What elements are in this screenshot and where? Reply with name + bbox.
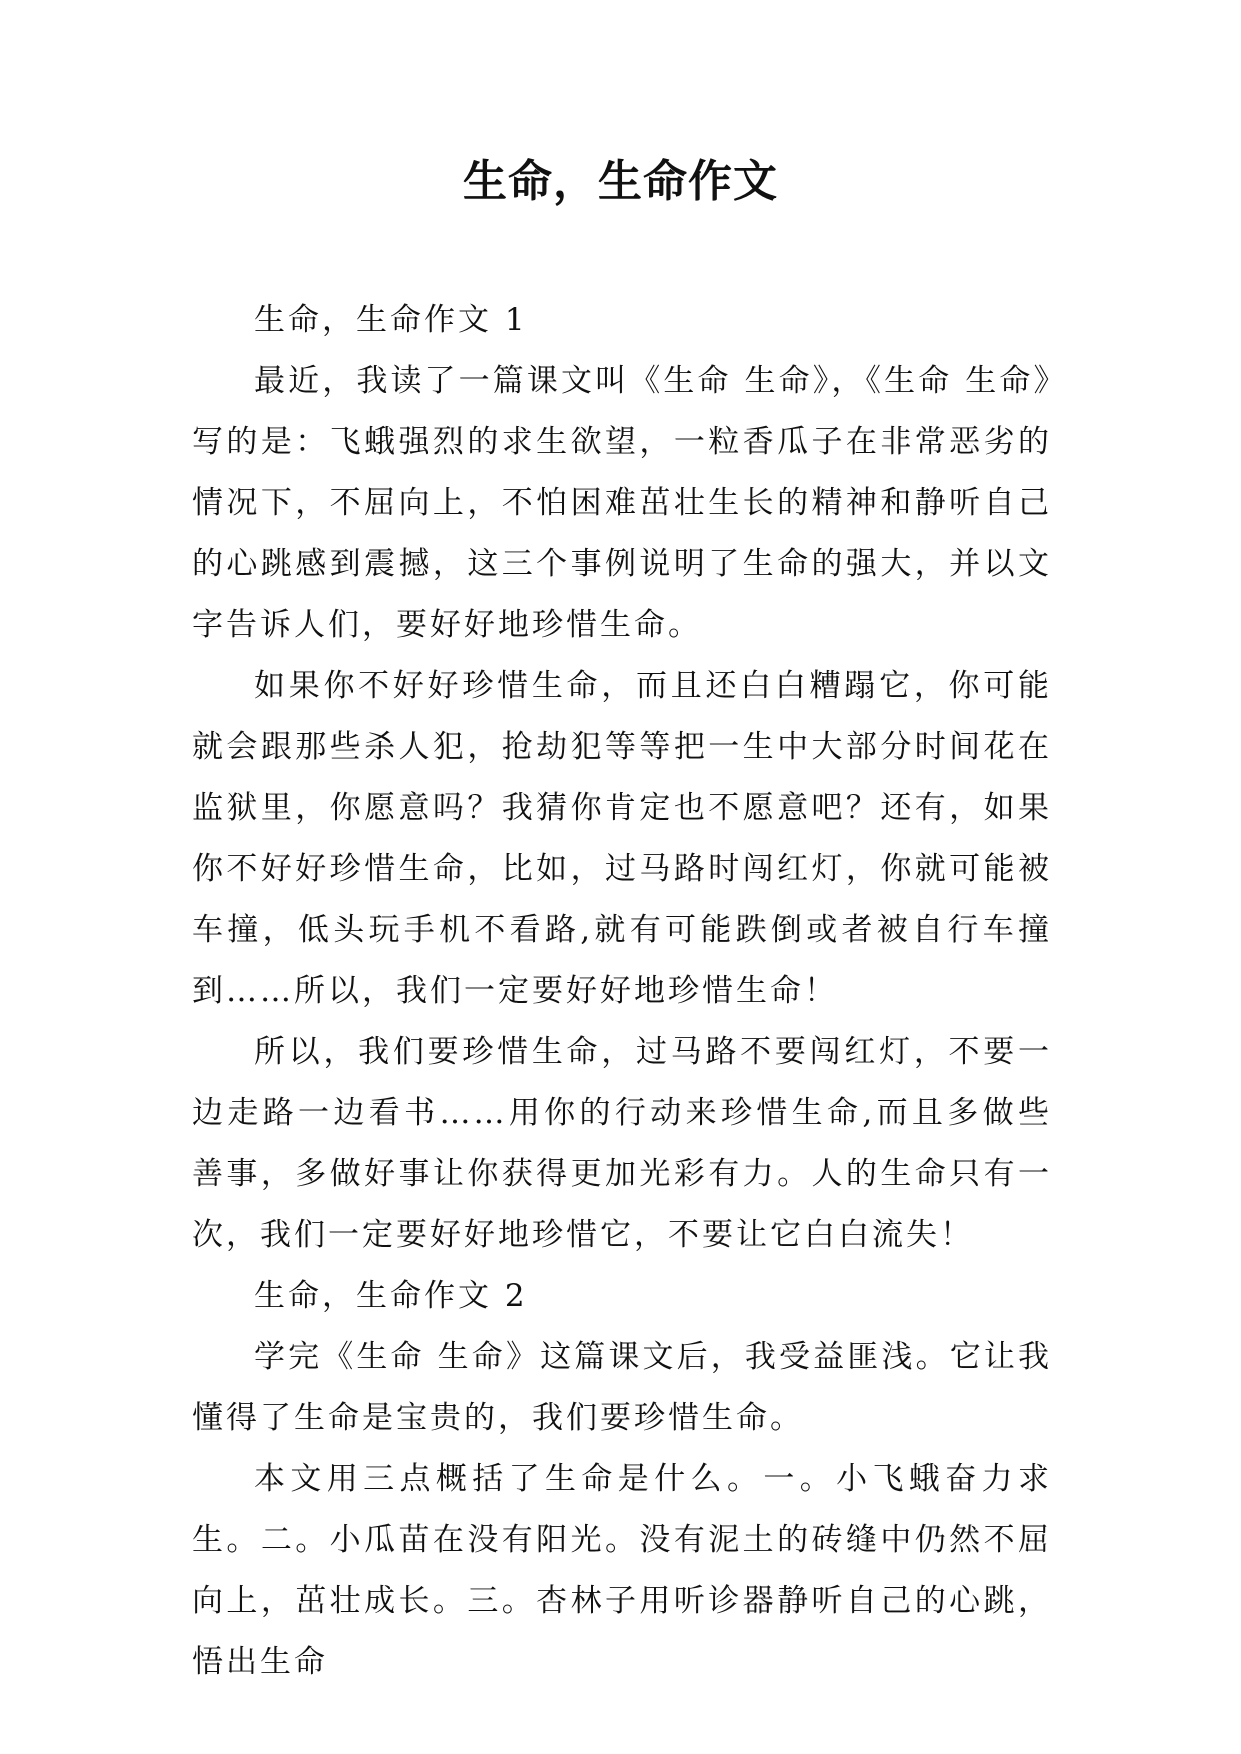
paragraph: 最近，我读了一篇课文叫《生命 生命》，《生命 生命》写的是：飞蛾强烈的求生欲望，一粒香瓜子在非常恶劣的情况下，不屈向上，不怕困难茁壮生长的精神和静听自己的心跳感到震撼，这三个事例说明了生命的强大，并以文字告诉人们，要好好地珍惜生命。 xyxy=(192,363,1052,643)
paragraph: 如果你不好好珍惜生命，而且还白白糟蹋它，你可能就会跟那些杀人犯，抢劫犯等等把一生中大部分时间花在监狱里，你愿意吗？我猜你肯定也不愿意吧？还有，如果你不好好珍惜生命，比如，过马路时闯红灯，你就可能被车撞，低头玩手机不看路,就有可能跌倒或者被自行车撞到……所以，我们一定要好好地珍惜生命！ xyxy=(192,668,1052,1009)
section-heading: 生命，生命作文 2 xyxy=(254,1278,528,1314)
paragraph: 所以，我们要珍惜生命，过马路不要闯红灯，不要一边走路一边看书……用你的行动来珍惜生命,而且多做些善事，多做好事让你获得更加光彩有力。人的生命只有一次，我们一定要好好地珍惜它，不要让它白白流失！ xyxy=(192,1034,1052,1253)
paragraph: 学完《生命 生命》这篇课文后，我受益匪浅。它让我懂得了生命是宝贵的，我们要珍惜生命。 xyxy=(192,1339,1052,1436)
section-heading: 生命，生命作文 1 xyxy=(254,302,528,338)
paragraph: 本文用三点概括了生命是什么。一。小飞蛾奋力求生。二。小瓜苗在没有阳光。没有泥土的砖缝中仍然不屈向上，茁壮成长。三。杏林子用听诊器静听自己的心跳，悟出生命 xyxy=(192,1461,1052,1680)
document-body xyxy=(192,290,1052,1693)
document-title: 生命，生命作文 xyxy=(463,156,778,207)
